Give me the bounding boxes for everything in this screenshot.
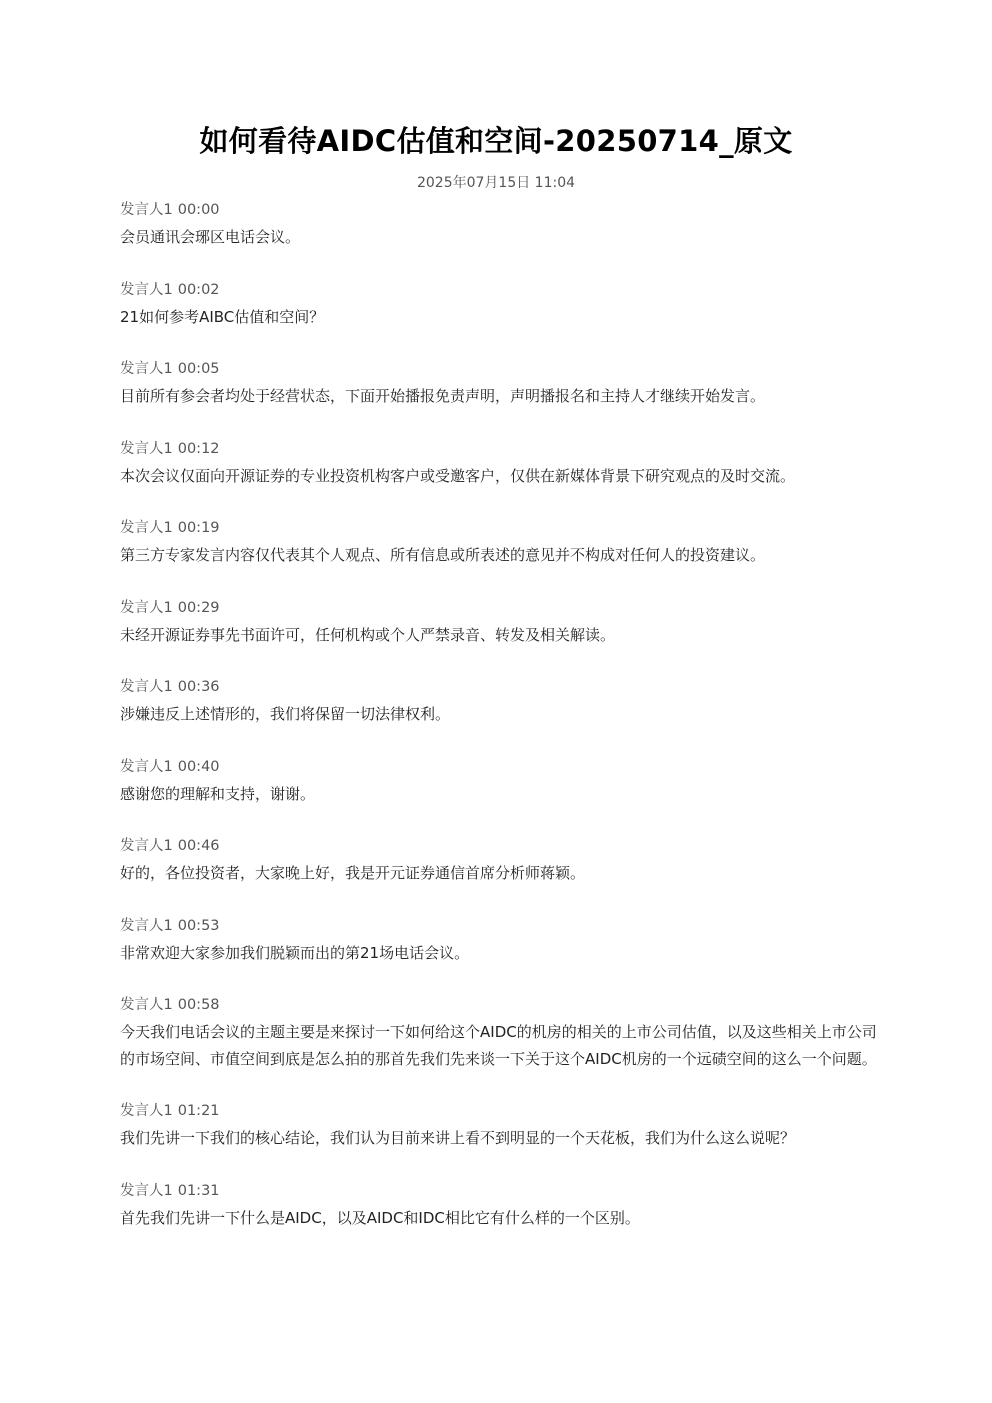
transcript-entry — [120, 437, 880, 490]
speaker-name: 发言人1 — [120, 281, 173, 298]
speaker-name: 发言人1 — [120, 1103, 173, 1119]
timestamp: 00:58 — [177, 997, 220, 1013]
transcript-entry — [120, 993, 880, 1072]
entry-text: 涉嫌违反上述情形的，我们将保留一切法律权利。 — [120, 705, 451, 723]
entry-text: 好的，各位投资者，大家晚上好，我是开元证券通信首席分析师蒋颖。 — [120, 864, 586, 882]
speaker-name: 发言人1 — [120, 599, 173, 616]
speaker-name: 发言人1 — [120, 361, 173, 377]
speaker-name: 发言人1 — [120, 1182, 173, 1199]
speaker-line — [120, 1179, 880, 1203]
timestamp: 00:12 — [177, 440, 220, 457]
entry-text: 本次会议仅面向开源证券的专业投资机构客户或受邀客户，仅供在新媒体背景下研究观点的及时交流。 — [120, 466, 796, 485]
transcript-entry — [120, 1099, 880, 1152]
transcript-entry — [120, 914, 880, 967]
speaker-line — [120, 357, 880, 381]
timestamp: 01:31 — [177, 1182, 220, 1199]
speaker-name: 发言人1 — [120, 838, 173, 854]
transcript-entry — [120, 755, 880, 808]
speaker-name: 发言人1 — [120, 202, 173, 218]
speaker-line — [120, 914, 880, 938]
timestamp: 00:40 — [177, 758, 220, 775]
transcript-entry — [120, 596, 880, 649]
document-date: 2025年07月15日 11:04 — [416, 175, 576, 191]
entry-text: 未经开源证券事先书面许可，任何机构或个人严禁录音、转发及相关解读。 — [120, 625, 616, 644]
speaker-name: 发言人1 — [120, 679, 173, 695]
transcript-entry — [120, 516, 880, 569]
entry-text: 第三方专家发言内容仅代表其个人观点、所有信息或所表述的意见并不构成对任何人的投资建议。 — [120, 546, 766, 564]
speaker-line — [120, 834, 880, 858]
timestamp: 00:36 — [177, 679, 220, 695]
entry-text: 今天我们电话会议的主题主要是来探讨一下如何给这个AIDC的机房的相关的上市公司估值，以及这些相关上市公司的市场空间、市值空间到底是怎么拍的那首先我们先来谈一下关于这个AIDC机房的一个远碛空间的这么一个问题。 — [120, 1023, 877, 1068]
speaker-name: 发言人1 — [120, 917, 173, 934]
timestamp: 00:02 — [177, 281, 220, 298]
timestamp: 01:21 — [177, 1103, 220, 1119]
timestamp: 00:00 — [177, 202, 220, 218]
speaker-line — [120, 198, 880, 222]
speaker-line — [120, 278, 880, 302]
entry-text: 非常欢迎大家参加我们脱颖而出的第21场电话会议。 — [120, 943, 470, 962]
speaker-line — [120, 437, 880, 461]
timestamp: 00:19 — [177, 520, 220, 536]
timestamp: 00:05 — [177, 361, 220, 377]
entry-text: 首先我们先讲一下什么是AIDC，以及AIDC和IDC相比它有什么样的一个区别。 — [120, 1208, 640, 1227]
transcript — [120, 198, 880, 1258]
speaker-name: 发言人1 — [120, 440, 173, 457]
entry-text: 21如何参考AIBC估值和空间？ — [120, 307, 325, 326]
timestamp: 00:46 — [177, 838, 220, 854]
document-title: 如何看待AIDC估值和空间-20250714_原文 — [199, 124, 793, 158]
timestamp: 00:29 — [177, 599, 220, 616]
speaker-line — [120, 1099, 880, 1123]
speaker-line — [120, 596, 880, 620]
speaker-name: 发言人1 — [120, 520, 173, 536]
transcript-entry — [120, 1179, 880, 1232]
speaker-line — [120, 755, 880, 779]
entry-text: 感谢您的理解和支持，谢谢。 — [120, 784, 316, 803]
speaker-name: 发言人1 — [120, 997, 173, 1013]
entry-text: 会员通讯会琊区电话会议。 — [120, 228, 301, 246]
transcript-entry — [120, 198, 880, 251]
entry-text: 我们先讲一下我们的核心结论，我们认为目前来讲上看不到明显的一个天花板，我们为什么这么说呢？ — [120, 1129, 796, 1147]
speaker-line — [120, 675, 880, 699]
timestamp: 00:53 — [177, 917, 220, 934]
transcript-entry — [120, 675, 880, 728]
transcript-entry — [120, 834, 880, 887]
speaker-name: 发言人1 — [120, 758, 173, 775]
entry-text: 目前所有参会者均处于经营状态，下面开始播报免责声明，声明播报名和主持人才继续开始发言。 — [120, 387, 766, 405]
speaker-line — [120, 993, 880, 1017]
speaker-line — [120, 516, 880, 540]
transcript-entry — [120, 278, 880, 331]
transcript-entry — [120, 357, 880, 410]
